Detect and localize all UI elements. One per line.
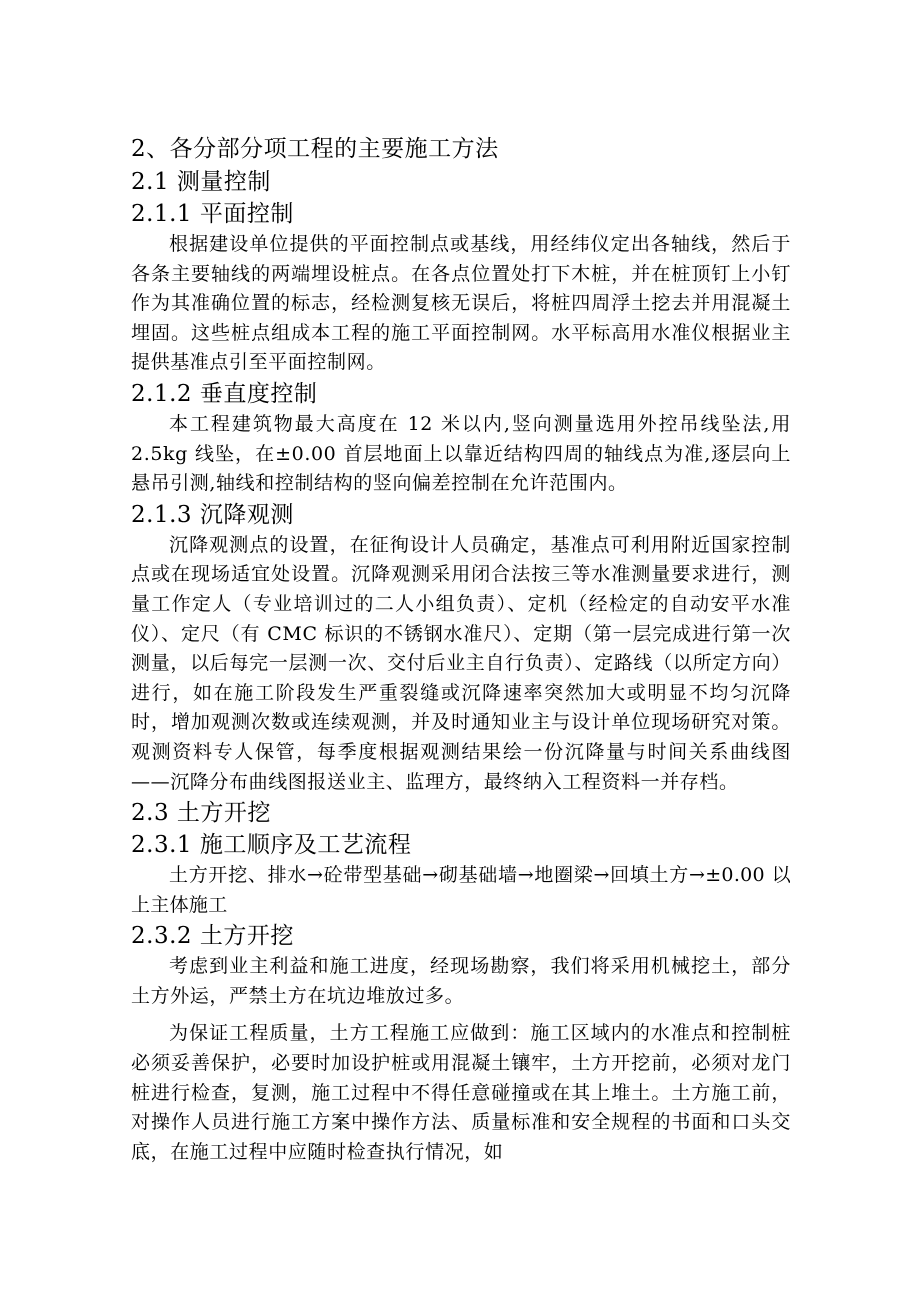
section-heading-2-1-2: 2.1.2 垂直度控制 — [131, 380, 318, 407]
paragraph-earthwork-approach: 考虑到业主利益和施工进度，经现场勘察，我们将采用机械挖土，部分土方外运，严禁土方在坑边堆放过多。 — [131, 955, 791, 1007]
paragraph-verticality-control: 本工程建筑物最大高度在 12 米以内,竖向测量选用外控吊线坠法,用 2.5kg 线坠，在±0.00 首层地面上以靠近结构四周的轴线点为准,逐层向上悬吊引测,轴线和控制结构的竖向偏差控制在允许范围内。 — [131, 412, 791, 495]
document-content — [131, 132, 791, 1167]
section-heading-2-1-1: 2.1.1 平面控制 — [131, 201, 294, 227]
section-heading-2-3-2: 2.3.2 土方开挖 — [131, 923, 294, 950]
paragraph-plane-control: 根据建设单位提供的平面控制点或基线，用经纬仪定出各轴线，然后于各条主要轴线的两端埋设桩点。在各点位置处打下木桩，并在桩顶钉上小钉作为其准确位置的标志，经检测复核无误后，将桩四周浮土挖去并用混凝土埋固。这些桩点组成本工程的施工平面控制网。水平标高用水准仪根据业主提供基准点引至平面控制网。 — [131, 233, 791, 374]
document-title: 2、各分部分项工程的主要施工方法 — [131, 136, 499, 162]
paragraph-earthwork-quality: 为保证工程质量，土方工程施工应做到：施工区域内的水准点和控制桩必须妥善保护，必要时加设护桩或用混凝土镶牢，土方开挖前，必须对龙门桩进行检查，复测，施工过程中不得任意碰撞或在其上堆土。土方施工前，对操作人员进行施工方案中操作方法、质量标准和安全规程的书面和口头交底，在施工过程中应随时检查执行情况，如 — [131, 1022, 791, 1163]
section-heading-2-1: 2.1 测量控制 — [131, 169, 271, 195]
section-heading-2-3: 2.3 土方开挖 — [131, 800, 271, 827]
paragraph-construction-sequence: 土方开挖、排水→砼带型基础→砌基础墙→地圈梁→回填土方→±0.00 以上主体施工 — [131, 864, 791, 916]
section-heading-2-3-1: 2.3.1 施工顺序及工艺流程 — [131, 832, 412, 859]
paragraph-settlement-observation: 沉降观测点的设置，在征徇设计人员确定，基准点可利用附近国家控制点或在现场适宜处设置。沉降观测采用闭合法按三等水准测量要求进行，测量工作定人（专业培训过的二人小组负责）、定机（经检定的自动安平水准仪）、定尺（有 CMC 标识的不锈钢水准尺）、定期（第一层完成进行第一次测量，以后每完一层测一次、交付后业主自行负责）、定路线（以所定方向）进行，如在施工阶段发生严重裂缝或沉降速率突然加大或明显不均匀沉降时，增加观测次数或连续观测，并及时通知业主与设计单位现场研究对策。观测资料专人保管，每季度根据观测结果绘一份沉降量与时间关系曲线图——沉降分布曲线图报送业主、监理方，最终纳入工程资料一并存档。 — [131, 533, 791, 793]
section-heading-2-1-3: 2.1.3 沉降观测 — [131, 501, 294, 528]
